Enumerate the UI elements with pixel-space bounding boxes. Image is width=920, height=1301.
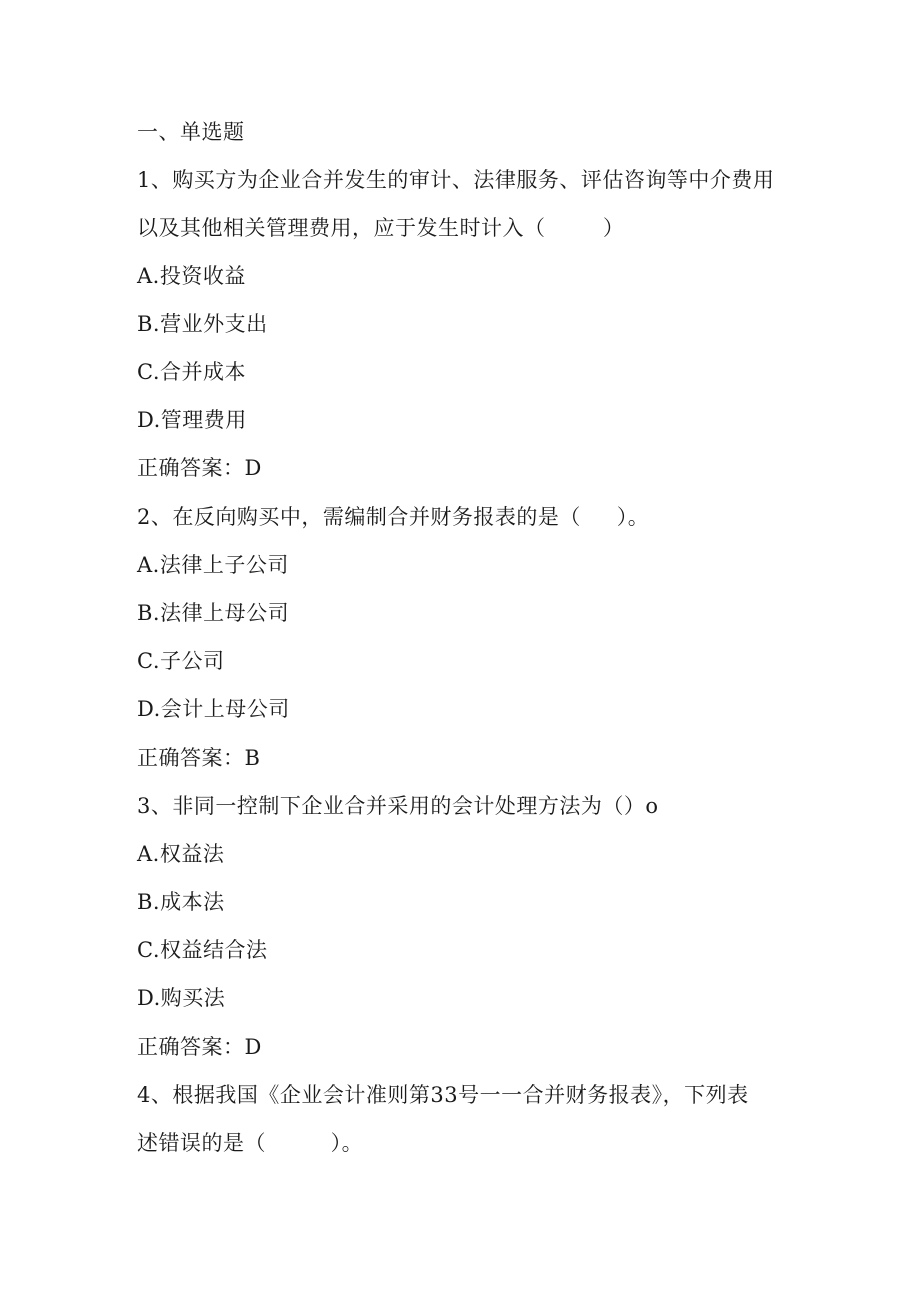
question-1-option-d: D.管理费用 (137, 408, 247, 432)
question-3-option-d: D.购买法 (137, 986, 226, 1010)
question-3-stem-line-1: 3、非同一控制下企业合并采用的会计处理方法为（）o (137, 794, 659, 818)
question-1-stem-line-2: 以及其他相关管理费用，应于发生时计入（ ） (137, 216, 625, 240)
section-title: 一、单选题 (137, 120, 245, 144)
question-3-option-a: A.权益法 (137, 842, 225, 866)
question-3-option-c: C.权益结合法 (137, 938, 268, 962)
question-2-option-c: C.子公司 (137, 649, 225, 673)
question-4-stem-line-2: 述错误的是（ ）。 (137, 1131, 364, 1155)
question-1-stem-line-1: 1、购买方为企业合并发生的审计、法律服务、评估咨询等中介费用 (137, 168, 775, 192)
question-3-option-b: B.成本法 (137, 890, 225, 914)
question-2-option-d: D.会计上母公司 (137, 697, 290, 721)
question-2-option-b: B.法律上母公司 (137, 601, 290, 625)
question-2-stem-line-1: 2、在反向购买中，需编制合并财务报表的是（ ）。 (137, 505, 650, 529)
question-2-option-a: A.法律上子公司 (137, 553, 289, 577)
question-1-option-b: B.营业外支出 (137, 312, 268, 336)
question-3-answer: 正确答案：D (137, 1035, 262, 1059)
question-2-answer: 正确答案：B (137, 746, 261, 770)
question-1-option-a: A.投资收益 (137, 264, 246, 288)
question-1-answer: 正确答案：D (137, 456, 262, 480)
question-4-stem-line-1: 4、根据我国《企业会计准则第33号一一合并财务报表》，下列表 (137, 1083, 749, 1107)
question-1-option-c: C.合并成本 (137, 360, 246, 384)
